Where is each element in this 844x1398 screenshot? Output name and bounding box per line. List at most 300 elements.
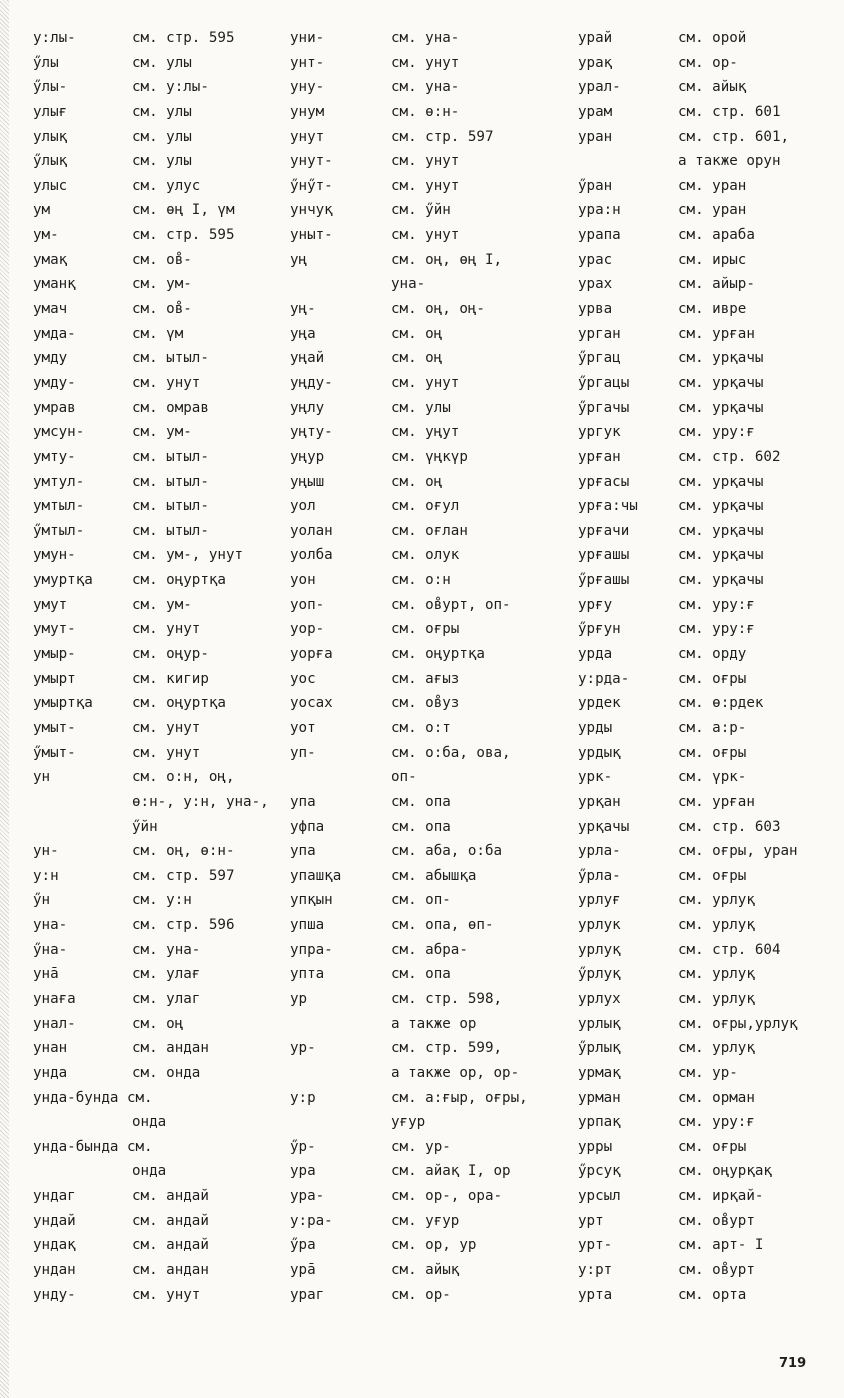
entry-reference: см. оң, өң I, bbox=[391, 251, 503, 268]
dictionary-entry bbox=[290, 494, 580, 519]
entry-reference: см. опа, өп- bbox=[391, 917, 494, 934]
entry-reference: см. оғры bbox=[678, 744, 747, 761]
dictionary-entry bbox=[33, 642, 283, 667]
entry-headword: урқачы bbox=[578, 818, 630, 835]
dictionary-entry bbox=[33, 617, 283, 642]
entry-reference: см. о:т bbox=[391, 719, 451, 736]
entry-headword: уңду- bbox=[290, 374, 333, 391]
entry-reference: см. оң bbox=[391, 350, 443, 367]
dictionary-entry bbox=[290, 938, 580, 963]
entry-headword: ундай bbox=[33, 1212, 76, 1229]
entry-reference: уғур bbox=[391, 1114, 426, 1131]
dictionary-entry bbox=[578, 174, 838, 199]
entry-reference: см. оғры bbox=[678, 670, 747, 687]
entry-reference: см. ирқай- bbox=[678, 1188, 764, 1205]
entry-reference: см. уна- bbox=[391, 79, 460, 96]
entry-reference: см. кигир bbox=[132, 670, 209, 687]
entry-headword: урас bbox=[578, 251, 613, 268]
dictionary-entry bbox=[33, 125, 283, 150]
dictionary-entry bbox=[578, 248, 838, 273]
entry-column-1 bbox=[33, 26, 283, 1307]
dictionary-entry bbox=[33, 371, 283, 396]
entry-headword: урсыл bbox=[578, 1188, 621, 1205]
entry-headword: ӳргацы bbox=[578, 374, 630, 391]
entry-reference: см. андан bbox=[132, 1262, 209, 1279]
entry-reference: см. унут bbox=[132, 621, 201, 638]
dictionary-entry bbox=[290, 420, 580, 445]
dictionary-entry bbox=[290, 1184, 580, 1209]
entry-headword: уң bbox=[290, 251, 308, 268]
dictionary-entry bbox=[33, 1159, 283, 1184]
dictionary-entry bbox=[578, 1036, 838, 1061]
dictionary-entry bbox=[290, 1159, 580, 1184]
entry-reference: см. айыр- bbox=[678, 276, 755, 293]
entry-reference: см. урлуқ bbox=[678, 990, 755, 1007]
entry-headword: умыт- bbox=[33, 719, 76, 736]
entry-headword: урт- bbox=[578, 1237, 613, 1254]
entry-headword: ӳран bbox=[578, 177, 613, 194]
dictionary-entry bbox=[578, 346, 838, 371]
dictionary-entry bbox=[33, 223, 283, 248]
entry-reference: см. андан bbox=[132, 1040, 209, 1057]
entry-headword: ундаг bbox=[33, 1188, 76, 1205]
dictionary-entry bbox=[290, 987, 580, 1012]
entry-headword: уран bbox=[578, 128, 613, 145]
entry-headword: улық bbox=[33, 128, 68, 145]
entry-reference: см. ум- bbox=[132, 276, 192, 293]
dictionary-entry bbox=[578, 1135, 838, 1160]
entry-headword: урам bbox=[578, 103, 613, 120]
dictionary-entry bbox=[33, 864, 283, 889]
entry-headword: ӳрлық bbox=[578, 1040, 621, 1057]
dictionary-entry bbox=[578, 100, 838, 125]
entry-headword: умду bbox=[33, 350, 68, 367]
dictionary-entry bbox=[290, 790, 580, 815]
entry-reference: см. а:ғыр, оғры, bbox=[391, 1089, 528, 1106]
entry-headword: ӳнӳт- bbox=[290, 177, 333, 194]
dictionary-entry bbox=[290, 470, 580, 495]
entry-headword: ур- bbox=[290, 1040, 316, 1057]
dictionary-entry bbox=[290, 691, 580, 716]
dictionary-entry bbox=[33, 1012, 283, 1037]
entry-reference: см. абышқа bbox=[391, 867, 477, 884]
entry-headword: ум- bbox=[33, 227, 59, 244]
entry-headword: уни- bbox=[290, 30, 325, 46]
entry-headword: уот bbox=[290, 719, 316, 736]
entry-reference: см. улағ bbox=[132, 966, 201, 983]
entry-reference: см. унут bbox=[391, 153, 460, 170]
dictionary-entry bbox=[33, 174, 283, 199]
entry-headword: урган bbox=[578, 325, 621, 342]
entry-reference: а также орун bbox=[678, 153, 781, 170]
entry-headword: ураг bbox=[290, 1286, 325, 1303]
dictionary-entry bbox=[290, 1258, 580, 1283]
entry-headword: уңур bbox=[290, 448, 325, 465]
entry-headword: умун- bbox=[33, 547, 76, 564]
entry-headword: уор- bbox=[290, 621, 325, 638]
entry-headword: ӳргачы bbox=[578, 399, 630, 416]
entry-reference: см. уру:ғ bbox=[678, 1114, 755, 1131]
entry-reference: см. ум- bbox=[132, 596, 192, 613]
entry-headword: урақ bbox=[578, 54, 613, 71]
dictionary-entry bbox=[33, 1061, 283, 1086]
entry-reference: см. унут bbox=[391, 374, 460, 391]
entry-headword: унда-бунда см. bbox=[33, 1089, 153, 1106]
entry-headword: урдық bbox=[578, 744, 621, 761]
entry-reference: см. урқачы bbox=[678, 473, 764, 490]
entry-reference: см. опа bbox=[391, 966, 451, 983]
scan-edge-shadow bbox=[0, 0, 9, 1398]
entry-reference: см. урқачы bbox=[678, 498, 764, 515]
dictionary-entry bbox=[290, 1036, 580, 1061]
entry-headword: уң- bbox=[290, 301, 316, 318]
entry-reference: см. ирыс bbox=[678, 251, 747, 268]
entry-headword: упа bbox=[290, 793, 316, 810]
dictionary-entry bbox=[33, 1258, 283, 1283]
dictionary-entry bbox=[578, 420, 838, 445]
entry-reference: ӳйн bbox=[132, 818, 158, 835]
entry-reference: см. ум- bbox=[132, 424, 192, 441]
entry-headword: уңа bbox=[290, 325, 316, 342]
entry-reference: см. ор, ур bbox=[391, 1237, 477, 1254]
entry-headword: уолба bbox=[290, 547, 333, 564]
entry-headword: ӳра bbox=[290, 1237, 316, 1254]
entry-reference: онда bbox=[132, 1114, 167, 1131]
entry-reference: см. ов̊уз bbox=[391, 695, 460, 712]
entry-reference: см. оғры bbox=[678, 1138, 747, 1155]
dictionary-entry bbox=[578, 297, 838, 322]
entry-reference: см. оғлан bbox=[391, 522, 468, 539]
entry-headword: урк- bbox=[578, 769, 613, 786]
entry-headword: урман bbox=[578, 1089, 621, 1106]
entry-headword: ӳмыт- bbox=[33, 744, 76, 761]
entry-reference: см. стр. 602 bbox=[678, 448, 781, 465]
entry-reference: см. ытыл- bbox=[132, 498, 209, 515]
entry-reference: см. ум-, унут bbox=[132, 547, 244, 564]
dictionary-entry bbox=[578, 913, 838, 938]
entry-headword: ӳна- bbox=[33, 941, 68, 958]
dictionary-entry bbox=[578, 1159, 838, 1184]
entry-reference: см. оң bbox=[132, 1015, 184, 1032]
dictionary-entry bbox=[33, 248, 283, 273]
entry-reference: см. ор-, ора- bbox=[391, 1188, 503, 1205]
entry-headword: ӳн bbox=[33, 892, 51, 909]
entry-reference: см. ор- bbox=[391, 1286, 451, 1303]
entry-headword: урлуқ bbox=[578, 941, 621, 958]
entry-headword: ура bbox=[290, 1163, 316, 1180]
dictionary-entry bbox=[578, 322, 838, 347]
entry-reference: см. улы bbox=[132, 103, 192, 120]
dictionary-entry bbox=[33, 519, 283, 544]
dictionary-entry bbox=[578, 617, 838, 642]
entry-headword: уныт- bbox=[290, 227, 333, 244]
entry-headword: ӳргац bbox=[578, 350, 621, 367]
dictionary-entry bbox=[578, 272, 838, 297]
entry-reference: см. андай bbox=[132, 1237, 209, 1254]
entry-headword: урқан bbox=[578, 793, 621, 810]
entry-reference: см. улаг bbox=[132, 990, 201, 1007]
entry-reference: см. улы bbox=[132, 128, 192, 145]
entry-reference: см. орман bbox=[678, 1089, 755, 1106]
entry-headword: ура:н bbox=[578, 202, 621, 219]
entry-headword: ум bbox=[33, 202, 51, 219]
entry-reference: см. у:лы- bbox=[132, 79, 209, 96]
dictionary-entry bbox=[578, 1110, 838, 1135]
dictionary-entry bbox=[290, 371, 580, 396]
dictionary-entry bbox=[290, 346, 580, 371]
dictionary-entry bbox=[290, 174, 580, 199]
dictionary-entry bbox=[33, 543, 283, 568]
entry-reference: см. унут bbox=[391, 54, 460, 71]
dictionary-entry bbox=[33, 470, 283, 495]
dictionary-entry bbox=[290, 1135, 580, 1160]
dictionary-entry bbox=[578, 149, 838, 174]
entry-reference: см. оғры, уран bbox=[678, 843, 798, 860]
entry-reference: см. оңуртқа bbox=[132, 695, 226, 712]
dictionary-entry bbox=[33, 1209, 283, 1234]
entry-reference: см. үрк- bbox=[678, 769, 747, 786]
entry-reference: см. ов̊урт, оп- bbox=[391, 596, 511, 613]
entry-headword: урлуғ bbox=[578, 892, 621, 909]
entry-reference: см. үңкүр bbox=[391, 448, 468, 465]
entry-headword: умут- bbox=[33, 621, 76, 638]
dictionary-entry bbox=[290, 75, 580, 100]
entry-headword: унду- bbox=[33, 1286, 76, 1303]
entry-reference: см. орду bbox=[678, 646, 747, 663]
entry-reference: см. ағыз bbox=[391, 670, 460, 687]
dictionary-entry bbox=[578, 1283, 838, 1308]
entry-reference: см. ур- bbox=[678, 1064, 738, 1081]
entry-headword: ундақ bbox=[33, 1237, 76, 1254]
entry-reference: см. унут bbox=[391, 227, 460, 244]
dictionary-entry bbox=[578, 864, 838, 889]
entry-reference: см. онда bbox=[132, 1064, 201, 1081]
dictionary-entry bbox=[290, 1283, 580, 1308]
entry-reference: см. ӳйн bbox=[391, 202, 451, 219]
entry-headword: ургук bbox=[578, 424, 621, 441]
entry-reference: см. урған bbox=[678, 325, 755, 342]
dictionary-entry bbox=[33, 691, 283, 716]
dictionary-entry bbox=[33, 667, 283, 692]
dictionary-entry bbox=[33, 765, 283, 790]
entry-reference: см. ов̊- bbox=[132, 301, 192, 318]
entry-headword: урры bbox=[578, 1138, 613, 1155]
dictionary-entry bbox=[578, 815, 838, 840]
entry-headword: ӳлы bbox=[33, 54, 59, 71]
entry-reference: см. стр. 597 bbox=[391, 128, 494, 145]
entry-headword: урған bbox=[578, 448, 621, 465]
entry-headword: умрав bbox=[33, 399, 76, 416]
entry-reference: см. о:ба, ова, bbox=[391, 744, 511, 761]
dictionary-entry bbox=[290, 248, 580, 273]
entry-reference: см. айық bbox=[391, 1262, 460, 1279]
entry-reference: см. урқачы bbox=[678, 522, 764, 539]
dictionary-entry bbox=[33, 322, 283, 347]
entry-headword: унаға bbox=[33, 990, 76, 1007]
entry-headword: ӳлық bbox=[33, 153, 68, 170]
dictionary-entry bbox=[578, 1086, 838, 1111]
entry-reference: см. ытыл- bbox=[132, 522, 209, 539]
entry-reference: см. оғры bbox=[678, 867, 747, 884]
dictionary-entry bbox=[578, 494, 838, 519]
entry-headword: умырт bbox=[33, 670, 76, 687]
entry-headword: ура- bbox=[290, 1188, 325, 1205]
entry-headword: уорға bbox=[290, 646, 333, 663]
entry-headword: у:лы- bbox=[33, 30, 76, 46]
entry-headword: унā bbox=[33, 966, 59, 983]
page-number: 719 bbox=[779, 1356, 807, 1371]
entry-headword: унал- bbox=[33, 1015, 76, 1032]
dictionary-entry bbox=[290, 1233, 580, 1258]
entry-reference: см. үм bbox=[132, 325, 184, 342]
dictionary-entry bbox=[578, 839, 838, 864]
entry-reference: см. урлуқ bbox=[678, 966, 755, 983]
dictionary-entry bbox=[33, 1086, 283, 1111]
dictionary-entry bbox=[290, 1110, 580, 1135]
entry-reference: см. о:н bbox=[391, 572, 451, 589]
entry-headword: унут- bbox=[290, 153, 333, 170]
entry-headword: урапа bbox=[578, 227, 621, 244]
entry-headword: умту- bbox=[33, 448, 76, 465]
entry-reference: см. урған bbox=[678, 793, 755, 810]
dictionary-entry bbox=[578, 223, 838, 248]
dictionary-entry bbox=[290, 100, 580, 125]
entry-headword: умтыл- bbox=[33, 498, 85, 515]
entry-reference: см. аба, о:ба bbox=[391, 843, 503, 860]
dictionary-entry bbox=[290, 864, 580, 889]
entry-headword: урды bbox=[578, 719, 613, 736]
entry-headword: упқын bbox=[290, 892, 333, 909]
entry-reference: см. оңурқақ bbox=[678, 1163, 772, 1180]
entry-headword: урт bbox=[578, 1212, 604, 1229]
entry-reference: см. опа bbox=[391, 793, 451, 810]
dictionary-entry bbox=[290, 593, 580, 618]
dictionary-entry bbox=[33, 75, 283, 100]
entry-reference: см. ө:рдек bbox=[678, 695, 764, 712]
entry-headword: урғачи bbox=[578, 522, 630, 539]
entry-reference: см. опа bbox=[391, 818, 451, 835]
dictionary-entry bbox=[33, 26, 283, 51]
entry-reference: см. стр. 596 bbox=[132, 917, 235, 934]
entry-headword: урлух bbox=[578, 990, 621, 1007]
entry-reference: см. ур- bbox=[391, 1138, 451, 1155]
dictionary-entry bbox=[578, 26, 838, 51]
dictionary-entry bbox=[578, 1233, 838, 1258]
entry-reference: см. уна- bbox=[132, 941, 201, 958]
entry-reference: см. оғры,урлуқ bbox=[678, 1015, 798, 1032]
dictionary-entry bbox=[290, 297, 580, 322]
entry-reference: см. унут bbox=[132, 1286, 201, 1303]
dictionary-entry bbox=[578, 1184, 838, 1209]
dictionary-entry bbox=[578, 75, 838, 100]
entry-reference: см. уна- bbox=[391, 30, 460, 46]
entry-headword: умыртқа bbox=[33, 695, 93, 712]
dictionary-entry bbox=[33, 445, 283, 470]
entry-headword: ӳрла- bbox=[578, 867, 621, 884]
dictionary-entry bbox=[33, 741, 283, 766]
entry-reference: см. олук bbox=[391, 547, 460, 564]
entry-reference: оп- bbox=[391, 769, 417, 786]
entry-headword: урғу bbox=[578, 596, 613, 613]
entry-headword: умыр- bbox=[33, 646, 76, 663]
entry-headword: умуртқа bbox=[33, 572, 93, 589]
entry-headword: у:н bbox=[33, 867, 59, 884]
entry-reference: см. а:р- bbox=[678, 719, 747, 736]
dictionary-entry bbox=[578, 543, 838, 568]
entry-headword: урғашы bbox=[578, 547, 630, 564]
dictionary-entry bbox=[33, 1110, 283, 1135]
dictionary-entry bbox=[290, 51, 580, 76]
entry-reference: см. урлуқ bbox=[678, 892, 755, 909]
dictionary-entry bbox=[33, 716, 283, 741]
dictionary-entry bbox=[33, 888, 283, 913]
dictionary-entry bbox=[290, 765, 580, 790]
entry-headword: уңай bbox=[290, 350, 325, 367]
entry-headword: умтул- bbox=[33, 473, 85, 490]
entry-reference: уна- bbox=[391, 276, 426, 293]
entry-reference: см. ытыл- bbox=[132, 350, 209, 367]
entry-headword: урда bbox=[578, 646, 613, 663]
dictionary-entry bbox=[33, 839, 283, 864]
entry-headword: уолан bbox=[290, 522, 333, 539]
dictionary-entry bbox=[578, 519, 838, 544]
entry-headword: унт- bbox=[290, 54, 325, 71]
entry-headword: ун bbox=[33, 769, 51, 786]
entry-headword: уңту- bbox=[290, 424, 333, 441]
entry-headword: унчуқ bbox=[290, 202, 333, 219]
entry-reference: см. оп- bbox=[391, 892, 451, 909]
entry-headword: урал- bbox=[578, 79, 621, 96]
entry-reference: см. уру:ғ bbox=[678, 621, 755, 638]
dictionary-entry bbox=[290, 322, 580, 347]
dictionary-entry bbox=[33, 272, 283, 297]
dictionary-entry bbox=[578, 445, 838, 470]
dictionary-entry bbox=[33, 396, 283, 421]
dictionary-entry bbox=[290, 1012, 580, 1037]
entry-headword: умут bbox=[33, 596, 68, 613]
entry-reference: см. стр. 601 bbox=[678, 103, 781, 120]
entry-headword: уоп- bbox=[290, 596, 325, 613]
entry-headword: ӳрғашы bbox=[578, 572, 630, 589]
entry-reference: см. андай bbox=[132, 1212, 209, 1229]
dictionary-entry bbox=[33, 494, 283, 519]
entry-reference: см. урқачы bbox=[678, 350, 764, 367]
entry-headword: уңлу bbox=[290, 399, 325, 416]
entry-reference: см. ор- bbox=[678, 54, 738, 71]
dictionary-entry bbox=[290, 642, 580, 667]
dictionary-entry bbox=[290, 667, 580, 692]
entry-headword: уос bbox=[290, 670, 316, 687]
entry-headword: умду- bbox=[33, 374, 76, 391]
dictionary-entry bbox=[290, 445, 580, 470]
entry-headword: умда- bbox=[33, 325, 76, 342]
entry-reference: см. ө:н- bbox=[391, 103, 460, 120]
entry-headword: упша bbox=[290, 917, 325, 934]
entry-reference: см. уру:ғ bbox=[678, 424, 755, 441]
entry-reference: см. арт- I bbox=[678, 1237, 764, 1254]
entry-reference: см. уру:ғ bbox=[678, 596, 755, 613]
entry-reference: см. ов̊урт bbox=[678, 1262, 755, 1279]
entry-reference: см. уран bbox=[678, 202, 747, 219]
entry-headword: ӳр- bbox=[290, 1138, 316, 1155]
entry-headword: ӳрсуқ bbox=[578, 1163, 621, 1180]
entry-reference: см. стр. 604 bbox=[678, 941, 781, 958]
entry-reference: см. орта bbox=[678, 1286, 747, 1303]
entry-reference: см. стр. 595 bbox=[132, 227, 235, 244]
dictionary-entry bbox=[290, 617, 580, 642]
entry-headword: ур bbox=[290, 990, 308, 1007]
entry-reference: см. урқачы bbox=[678, 572, 764, 589]
